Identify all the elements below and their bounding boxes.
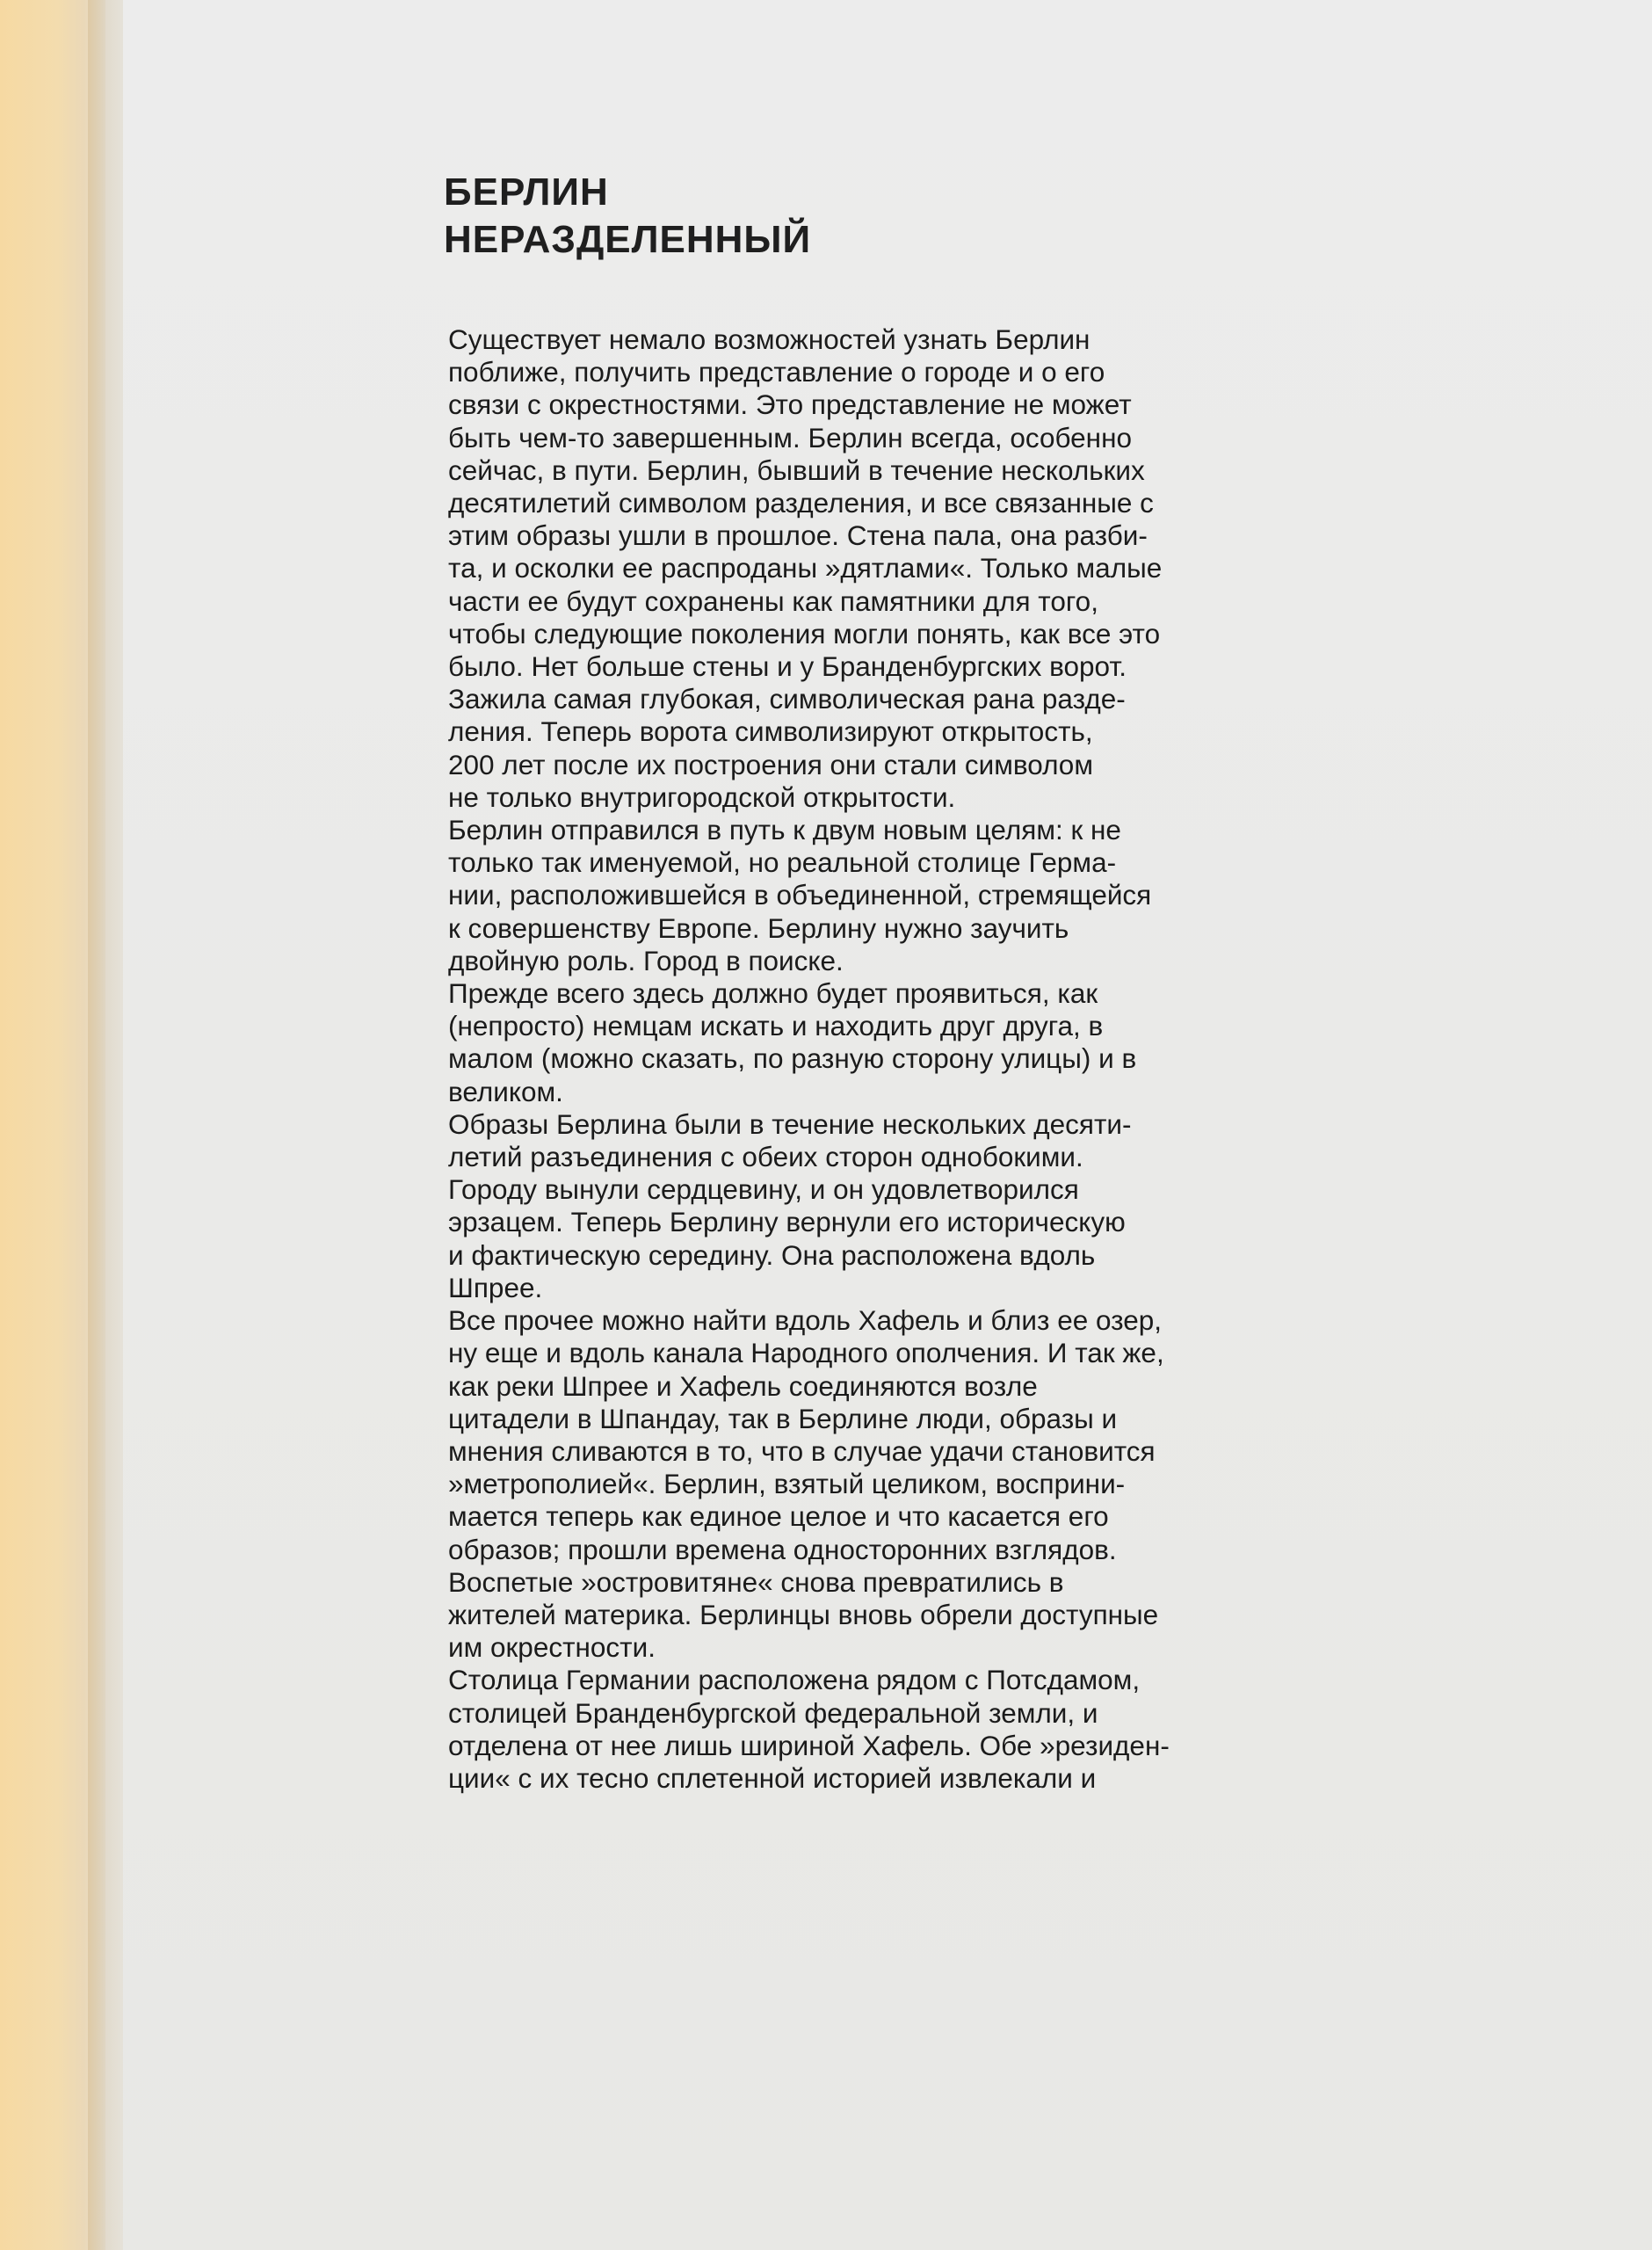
text-line: Существует немало возможностей узнать Берлин <box>448 323 1090 355</box>
text-line: им окрестности. <box>448 1631 656 1664</box>
text-line: 200 лет после их построения они стали символом <box>448 748 1093 780</box>
text-line: великом. <box>448 1075 563 1107</box>
text-line: Прежде всего здесь должно будет проявиться, как <box>448 977 1098 1010</box>
body-text <box>448 323 1292 1795</box>
text-line: как реки Шпрее и Хафель соединяются возле <box>448 1369 1038 1402</box>
text-line: Столица Германии расположена рядом с Потсдамом, <box>448 1664 1141 1696</box>
text-line: малом (можно сказать, по разную сторону улицы) и в <box>448 1042 1137 1075</box>
text-line: Городу вынули сердцевину, и он удовлетворился <box>448 1173 1079 1206</box>
text-line: и фактическую середину. Она расположена вдоль <box>448 1238 1096 1271</box>
text-line: этим образы ушли в прошлое. Стена пала, она разби- <box>448 519 1148 552</box>
heading-line-2: НЕРАЗДЕЛЕННЫЙ <box>444 218 812 261</box>
text-line: только так именуемой, но реальной столице Герма- <box>448 846 1117 879</box>
text-line: летий разъединения с обеих сторон однобокими. <box>448 1141 1083 1173</box>
text-line: к совершенству Европе. Берлину нужно заучить <box>448 911 1069 944</box>
text-line: быть чем-то завершенным. Берлин всегда, особенно <box>448 421 1132 454</box>
text-line: Воспетые »островитяне« снова превратились в <box>448 1565 1064 1598</box>
text-line: та, и осколки ее распроданы »дятлами«. Только малые <box>448 552 1163 584</box>
text-line: ления. Теперь ворота символизируют открытость, <box>448 715 1093 748</box>
text-line: чтобы следующие поколения могли понять, как все это <box>448 617 1161 650</box>
text-line: было. Нет больше стены и у Бранденбургских ворот. <box>448 650 1127 683</box>
text-line: ну еще и вдоль канала Народного ополчения. И так же, <box>448 1337 1164 1369</box>
text-line: не только внутригородской открытости. <box>448 780 956 813</box>
text-line: »метрополией«. Берлин, взятый целиком, восприни- <box>448 1468 1126 1500</box>
text-line: Берлин отправился в путь к двум новым целям: к не <box>448 814 1121 846</box>
text-line: эрзацем. Теперь Берлину вернули его историческую <box>448 1206 1126 1238</box>
text-line: Все прочее можно найти вдоль Хафель и близ ее озер, <box>448 1304 1163 1337</box>
text-line: Зажила самая глубокая, символическая рана разде- <box>448 683 1126 715</box>
text-line: поближе, получить представление о городе и о его <box>448 356 1105 388</box>
text-line: столицей Бранденбургской федеральной земли, и <box>448 1696 1098 1729</box>
text-line: ции« с их тесно сплетенной историей извлекали и <box>448 1761 1097 1794</box>
text-line: двойную роль. Город в поиске. <box>448 944 844 976</box>
text-line: мнения сливаются в то, что в случае удачи становится <box>448 1434 1156 1467</box>
text-line: (непросто) немцам искать и находить друг друга, в <box>448 1010 1104 1042</box>
text-line: мается теперь как единое целое и что касается его <box>448 1500 1109 1533</box>
text-line: связи с окрестностями. Это представление не может <box>448 388 1132 421</box>
text-line: части ее будут сохранены как памятники для того, <box>448 584 1098 617</box>
text-line: Шпрее. <box>448 1271 543 1303</box>
heading-line-1: БЕРЛИН <box>444 171 609 214</box>
text-line: сейчас, в пути. Берлин, бывший в течение нескольких <box>448 454 1145 486</box>
text-line: нии, расположившейся в объединенной, стремящейся <box>448 879 1152 911</box>
text-line: жителей материка. Берлинцы вновь обрели доступные <box>448 1598 1159 1630</box>
text-line: цитадели в Шпандау, так в Берлине люди, образы и <box>448 1402 1118 1434</box>
text-line: Образы Берлина были в течение нескольких десяти- <box>448 1107 1132 1140</box>
text-line: образов; прошли времена односторонних взглядов. <box>448 1533 1117 1565</box>
text-line: отделена от нее лишь шириной Хафель. Обе »резиден- <box>448 1729 1170 1761</box>
text-line: десятилетий символом разделения, и все связанные с <box>448 487 1154 519</box>
page-heading <box>444 169 811 264</box>
